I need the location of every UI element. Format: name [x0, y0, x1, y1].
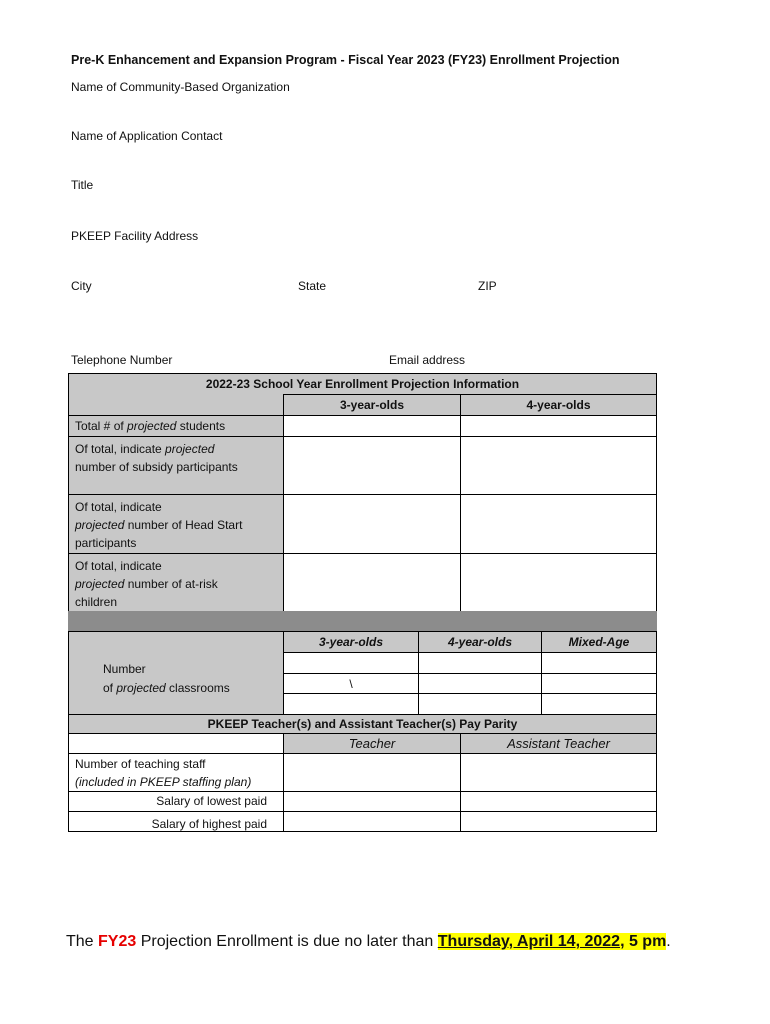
classrooms-3yo-input-2[interactable] — [283, 673, 419, 694]
classrooms-mixed-input-1[interactable] — [541, 652, 657, 674]
notice-date: Thursday, April 14, 2022 — [437, 933, 621, 950]
classrooms-3yo-input-1[interactable] — [283, 652, 419, 674]
org-name-label: Name of Community-Based Organization — [71, 80, 290, 94]
classrooms-label-line1: Number — [103, 662, 146, 676]
classrooms-3yo-input-3[interactable] — [283, 693, 419, 715]
pay-header-blank — [68, 733, 284, 754]
contact-label: Name of Application Contact — [71, 129, 223, 143]
headstart-3yo-input[interactable] — [283, 494, 461, 554]
row-subsidy-em: projected — [165, 442, 215, 456]
classrooms-4yo-input-1[interactable] — [418, 652, 542, 674]
row-lowest-label: Salary of lowest paid — [68, 791, 284, 812]
row-hs-em: projected — [75, 518, 125, 532]
staff-assistant-input[interactable] — [460, 753, 657, 792]
atrisk-3yo-input[interactable] — [283, 553, 461, 612]
subsidy-4yo-input[interactable] — [460, 436, 657, 495]
row-headstart-label — [68, 494, 284, 554]
due-date-notice — [66, 933, 671, 951]
highest-teacher-input[interactable] — [283, 811, 461, 832]
subsidy-3yo-input[interactable] — [283, 436, 461, 495]
total-4yo-input[interactable] — [460, 415, 657, 437]
row-atrisk-label — [68, 553, 284, 612]
row-total-text: Total # of — [75, 419, 128, 433]
row-atrisk-text-end: number of at-risk children — [75, 577, 218, 609]
row-highest-label: Salary of highest paid — [68, 811, 284, 832]
enrollment-heading: 2022-23 School Year Enrollment Projection Information — [68, 373, 657, 395]
classrooms-label-pre: of — [103, 681, 117, 695]
stray-mark: \ — [349, 676, 353, 691]
notice-time: , 5 pm — [620, 933, 667, 950]
section-divider — [68, 611, 657, 632]
city-label: City — [71, 279, 92, 293]
total-3yo-input[interactable] — [283, 415, 461, 437]
classrooms-col-3yo: 3-year-olds — [283, 631, 419, 653]
classrooms-col-4yo: 4-year-olds — [418, 631, 542, 653]
row-staff-note: (included in PKEEP staffing plan) — [75, 775, 252, 789]
lowest-assistant-input[interactable] — [460, 791, 657, 812]
row-staff-label — [68, 753, 284, 792]
classrooms-label-post: classrooms — [165, 681, 230, 695]
atrisk-4yo-input[interactable] — [460, 553, 657, 612]
classrooms-mixed-input-2[interactable] — [541, 673, 657, 694]
enrollment-col-4yo: 4-year-olds — [460, 394, 657, 416]
phone-label: Telephone Number — [71, 353, 173, 367]
highest-assistant-input[interactable] — [460, 811, 657, 832]
pay-col-teacher: Teacher — [283, 733, 461, 754]
row-subsidy-text: Of total, indicate — [75, 442, 166, 456]
address-label: PKEEP Facility Address — [71, 229, 199, 243]
lowest-teacher-input[interactable] — [283, 791, 461, 812]
enrollment-header-blank — [68, 394, 284, 416]
classrooms-4yo-input-3[interactable] — [418, 693, 542, 715]
row-atrisk-text: Of total, indicate — [75, 559, 162, 573]
page-title: Pre-K Enhancement and Expansion Program - Fiscal Year 2023 (FY23) Enrollment Projection — [71, 53, 620, 67]
title-label: Title — [71, 178, 94, 192]
enrollment-col-3yo: 3-year-olds — [283, 394, 461, 416]
row-hs-text: Of total, indicate — [75, 500, 162, 514]
classrooms-label — [103, 660, 230, 698]
notice-text-2: Projection Enrollment is due no later than — [136, 933, 438, 950]
pay-col-assistant: Assistant Teacher — [460, 733, 657, 754]
row-subsidy-text-end: number of subsidy participants — [75, 460, 238, 474]
classrooms-label-cell — [68, 631, 284, 715]
headstart-4yo-input[interactable] — [460, 494, 657, 554]
row-total-text-end: students — [176, 419, 226, 433]
notice-text-1: The — [66, 933, 99, 950]
row-total-label — [68, 415, 284, 437]
zip-label: ZIP — [478, 279, 497, 293]
notice-fy: FY23 — [98, 933, 137, 950]
row-staff-text: Number of teaching staff — [75, 757, 206, 771]
notice-end: . — [666, 933, 671, 950]
email-label: Email address — [389, 353, 466, 367]
row-hs-text-end: number of Head Start participants — [75, 518, 243, 550]
classrooms-mixed-input-3[interactable] — [541, 693, 657, 715]
staff-teacher-input[interactable] — [283, 753, 461, 792]
classrooms-label-em: projected — [116, 681, 166, 695]
row-total-em: projected — [127, 419, 177, 433]
classrooms-col-mixed: Mixed-Age — [541, 631, 657, 653]
row-atrisk-em: projected — [75, 577, 125, 591]
row-subsidy-label — [68, 436, 284, 495]
state-label: State — [298, 279, 327, 293]
pay-parity-heading: PKEEP Teacher(s) and Assistant Teacher(s) Pay Parity — [68, 714, 657, 734]
classrooms-4yo-input-2[interactable] — [418, 673, 542, 694]
